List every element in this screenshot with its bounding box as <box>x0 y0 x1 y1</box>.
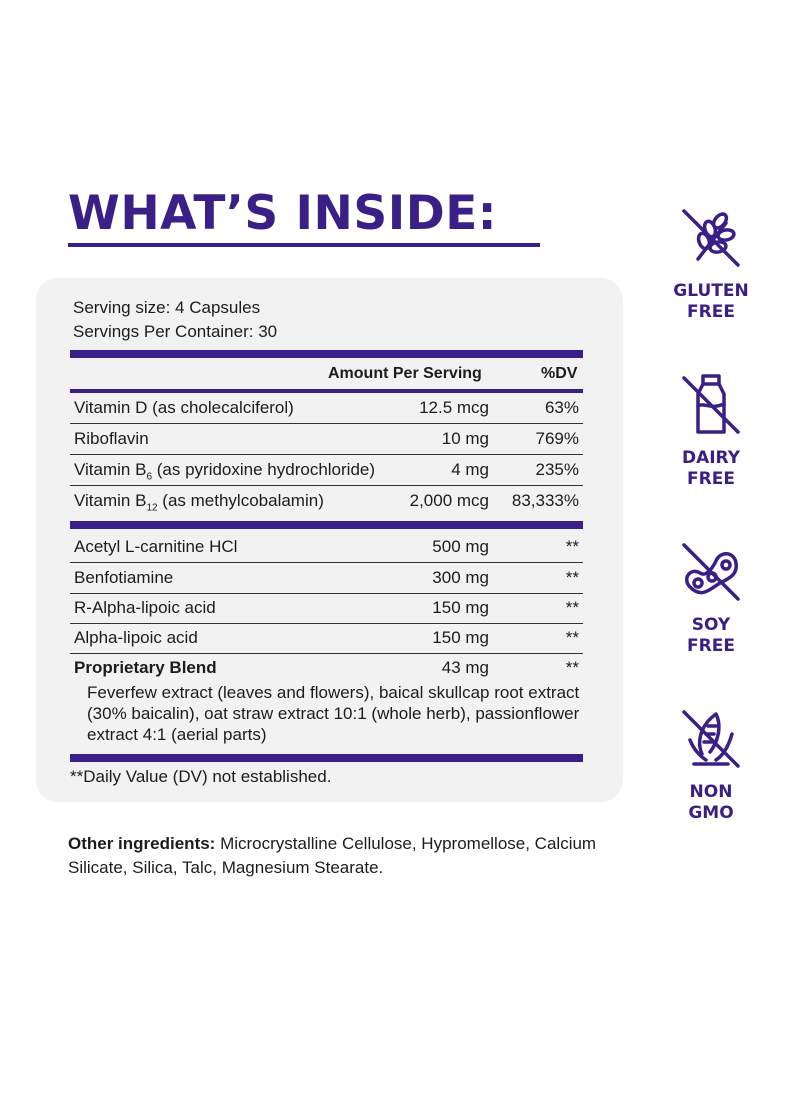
other-ingredients-label: Other ingredients: <box>68 834 216 853</box>
nutrient-amount: 500 mg <box>432 537 489 556</box>
nutrient-dv: ** <box>565 598 579 617</box>
nutrient-amount: 2,000 mcg <box>409 491 489 510</box>
table-row <box>70 486 583 516</box>
nutrient-dv: 83,333% <box>511 491 579 510</box>
page-title: WHAT’S INSIDE: <box>68 186 498 241</box>
nutrient-name: Acetyl L-carnitine HCl <box>74 537 238 556</box>
badge-label: DAIRY FREE <box>681 448 741 489</box>
nutrient-amount: 300 mg <box>432 568 489 587</box>
table-row <box>70 653 583 683</box>
non-gmo-badge <box>656 704 766 824</box>
gluten-free-badge <box>656 203 766 323</box>
other-ingredients-text: Microcrystalline Cellulose, Hypromellose, Calcium Silicate, Silica, Talc, Magnesium Stearate. <box>68 834 597 877</box>
table-row <box>70 455 583 486</box>
corn-crossed-icon <box>676 704 746 774</box>
nutrient-name: Benfotiamine <box>74 568 174 587</box>
nutrient-subscript: 6 <box>146 471 153 483</box>
dv-footnote: **Daily Value (DV) not established. <box>70 767 332 786</box>
nutrient-name-detail: (as pyridoxine hydrochloride) <box>152 460 376 479</box>
badge-label: GLUTEN FREE <box>673 281 749 322</box>
nutrient-name <box>74 491 324 518</box>
wheat-crossed-icon <box>676 203 746 273</box>
nutrient-dv: 63% <box>544 398 579 417</box>
header-amount-per-serving: Amount Per Serving <box>328 365 482 382</box>
nutrient-amount: 4 mg <box>451 460 489 479</box>
nutrient-name: Alpha-lipoic acid <box>74 628 198 647</box>
table-top-bar <box>70 350 583 358</box>
nutrient-amount: 12.5 mcg <box>419 398 489 417</box>
table-row <box>70 532 583 563</box>
table-row <box>70 563 583 594</box>
badge-label: NON GMO <box>688 782 734 823</box>
nutrient-amount: 10 mg <box>441 429 489 448</box>
nutrient-amount: 43 mg <box>441 658 489 677</box>
blend-name: Proprietary Blend <box>74 658 217 677</box>
nutrient-dv: ** <box>565 568 579 587</box>
dairy-free-badge <box>656 370 766 490</box>
section-bar <box>70 521 583 529</box>
nutrient-dv: ** <box>565 537 579 556</box>
table-row <box>70 424 583 455</box>
nutrient-name: Vitamin D (as cholecalciferol) <box>74 398 294 417</box>
nutrient-dv: ** <box>565 658 579 677</box>
nutrient-name: Riboflavin <box>74 429 149 448</box>
milk-bottle-crossed-icon <box>676 370 746 440</box>
other-ingredients <box>68 832 608 880</box>
table-row <box>70 623 583 654</box>
blend-ingredients: Feverfew extract (leaves and flowers), baical skullcap root extract (30% baicalin), oat straw extract 10:1 (whole herb), passionflower extract 4:1 (aerial parts) <box>87 683 580 744</box>
nutrient-dv: 235% <box>535 460 579 479</box>
nutrient-name <box>74 460 375 487</box>
title-underline <box>68 243 540 247</box>
nutrient-subscript: 12 <box>146 502 158 514</box>
table-row <box>70 593 583 624</box>
nutrient-dv: ** <box>565 628 579 647</box>
soy-free-badge <box>656 537 766 657</box>
header-dv: %DV <box>541 365 578 382</box>
nutrient-name-base: Vitamin B <box>74 460 147 479</box>
nutrient-dv: 769% <box>535 429 579 448</box>
nutrient-amount: 150 mg <box>432 598 489 617</box>
nutrient-amount: 150 mg <box>432 628 489 647</box>
table-row <box>70 393 583 424</box>
soy-crossed-icon <box>676 537 746 607</box>
table-bottom-bar <box>70 754 583 762</box>
serving-size: Serving size: 4 Capsules <box>73 298 261 317</box>
nutrient-name-base: Vitamin B <box>74 491 147 510</box>
servings-per-container: Servings Per Container: 30 <box>73 322 278 341</box>
badge-label: SOY FREE <box>687 615 735 656</box>
nutrient-name-detail: (as methylcobalamin) <box>157 491 324 510</box>
nutrient-name: R-Alpha-lipoic acid <box>74 598 216 617</box>
